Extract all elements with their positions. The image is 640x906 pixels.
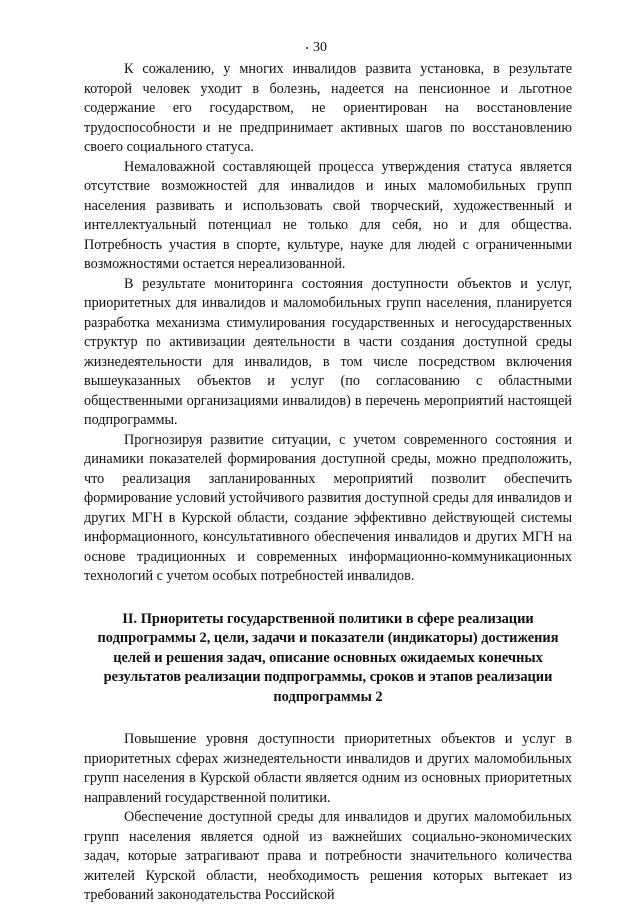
paragraph-forecast: Прогнозируя развитие ситуации, с учетом современного состояния и динамики показателей формирования доступной среды, можно предположить, что реализация запланированных мероприятий позволит обеспечить формирование условий устойчивого развития доступной среды для инвалидов и других МГН в Курской области, создание эффективно действующей системы информационного, консультативного обеспечения инвалидов и других МГН на основе традиционных и современных информационно-коммуникационных технологий с учетом особых потребностей инвалидов. — [84, 431, 572, 584]
page-number: 30 — [313, 40, 327, 55]
paragraph-social-status: К сожалению, у многих инвалидов развита установка, в результате которой человек уходит в болезнь, надеется на пенсионное и льготное содержание его государством, не ориентирован на восстановление трудоспособности и не предпринимает активных шагов по восстановлению своего социального статуса. — [84, 61, 572, 155]
paragraph-accessible-environment: Обеспечение доступной среды для инвалидов и других маломобильных групп населения является одной из важнейших социально-экономических задач, которые затрагивают права и потребности значительного количества жителей Курской области, необходимость решения которых вытекает из требований законодательства Российской — [84, 809, 572, 903]
section-heading: II. Приоритеты государственной политики в сфере реализации подпрограммы 2, цели, задачи и показатели (индикаторы) достижения целей и решения задач, описание основных ожидаемых конечных результатов реализации подпрограммы, сроков и этапов реализации подпрограммы 2 — [97, 610, 559, 705]
page-body — [84, 60, 572, 906]
paragraph-accessibility-priority: Повышение уровня доступности приоритетных объектов и услуг в приоритетных сферах жизнедеятельности инвалидов и других маломобильных групп населения в Курской области является одним из основных приоритетных направлений государственной политики. — [84, 731, 572, 806]
paragraph-creative-potential: Немаловажной составляющей процесса утверждения статуса является отсутствие возможностей для инвалидов и иных маломобильных групп населения развивать и использовать свой творческий, художественный и интеллектуальный потенциал не только для себя, но и для общества. Потребность участия в спорте, культуре, науке для людей с ограниченными возможностями остается нереализованной. — [84, 158, 572, 272]
paragraph-monitoring: В результате мониторинга состояния доступности объектов и услуг, приоритетных для инвалидов и маломобильных групп населения, планируется разработка механизма стимулирования государственных и негосударственных структур по активизации деятельности в части создания доступной среды жизнедеятельности для инвалидов, в том числе посредством включения вышеуказанных объектов и услуг (по согласованию с областными общественными организациями инвалидов) в перечень мероприятий настоящей подпрограммы. — [84, 275, 572, 428]
